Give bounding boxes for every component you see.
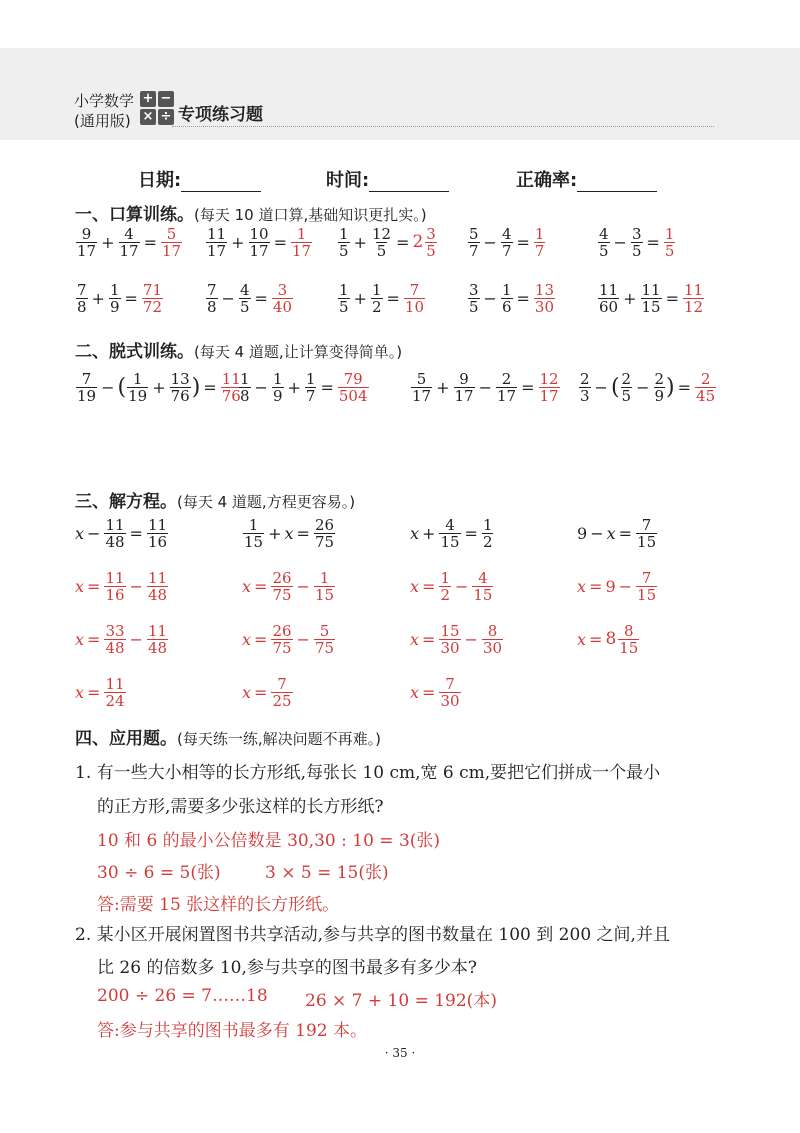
equation-1-result: x = $\frac{11}{24}$: [75, 674, 125, 710]
equation-1: x − $\frac{11}{48}$ = $\frac{11}{16}$: [75, 515, 168, 551]
equation-4-result: x = 8 $\frac{8}{15}$: [577, 621, 639, 657]
answer: $\frac{2}{45}$: [696, 369, 716, 405]
section-2-note: (每天 4 道题,让计算变得简单。): [194, 343, 403, 361]
date-blank[interactable]: [181, 173, 261, 192]
oral-problem: $\frac{5}{7}$ − $\frac{4}{7}$ = $\frac{1}{7}$: [469, 224, 545, 260]
header-title: 专项练习题: [178, 105, 263, 125]
equation-1-step-1: x = $\frac{11}{16}$ − $\frac{11}{48}$: [75, 568, 168, 604]
section-3-note: (每天 4 道题,方程更容易。): [177, 493, 356, 511]
section-1-note: (每天 10 道口算,基础知识更扎实。): [194, 206, 427, 224]
equation-2-step-1: x = $\frac{26}{75}$ − $\frac{1}{15}$: [242, 568, 335, 604]
problem-1-answer-2a: 30 ÷ 6 = 5(张): [97, 863, 221, 883]
date-label: 日期:: [138, 170, 182, 191]
equation-4-step-1: x = 9 − $\frac{7}{15}$: [577, 568, 657, 604]
equation-3-result: x = $\frac{7}{30}$: [410, 674, 460, 710]
problem-1-line-1: 1. 有一些大小相等的长方形纸,每张长 10 cm,宽 6 cm,要把它们拼成一个最小: [75, 763, 661, 783]
oral-problem: $\frac{11}{17}$ + $\frac{10}{17}$ = $\frac{1}{17}$: [207, 224, 312, 260]
page-number: · 35 ·: [384, 1046, 416, 1060]
oral-problem: $\frac{7}{8}$ − $\frac{4}{5}$ = $\frac{3}{40}$: [207, 280, 292, 316]
problem-2-line-2: 比 26 的倍数多 10,参与共享的图书最多有多少本?: [97, 958, 477, 978]
oral-problem: $\frac{11}{60}$ + $\frac{11}{15}$ = $\frac{11}{12}$: [599, 280, 704, 316]
accuracy-field[interactable]: [516, 166, 657, 192]
operator-logo: [140, 91, 174, 125]
answer: $\frac{79}{504}$: [338, 369, 368, 405]
problem-2-line-1: 2. 某小区开展闲置图书共享活动,参与共享的图书数量在 100 到 200 之间,并且: [75, 925, 670, 945]
time-label: 时间:: [326, 170, 370, 191]
equation-3-step-2: x = $\frac{15}{30}$ − $\frac{8}{30}$: [410, 621, 503, 657]
stepwise-problem-1: $\frac{7}{19}$ − ( $\frac{1}{19}$ + $\frac{13}{76}$ ) = $\frac{11}{76}$: [77, 369, 241, 405]
equation-4: 9 − x = $\frac{7}{15}$: [577, 515, 657, 551]
oral-problem: $\frac{9}{17}$ + $\frac{4}{17}$ = $\frac{5}{17}$: [77, 224, 182, 260]
accuracy-blank[interactable]: [577, 173, 657, 192]
problem-1-conclusion: 答:需要 15 张这样的长方形纸。: [97, 895, 340, 915]
problem-1-answer-1: 10 和 6 的最小公倍数是 30,30 : 10 = 3(张): [97, 831, 441, 851]
equation-2: $\frac{1}{15}$ + x = $\frac{26}{75}$: [244, 515, 335, 551]
stepwise-problem-2: $\frac{1}{8}$ − $\frac{1}{9}$ + $\frac{1}{7}$ = $\frac{79}{504}$: [240, 369, 368, 405]
section-4-note: (每天练一练,解决问题不再难。): [177, 730, 381, 748]
plus-icon: +: [140, 91, 156, 107]
equation-3: x + $\frac{4}{15}$ = $\frac{1}{2}$: [410, 515, 493, 551]
equation-2-result: x = $\frac{7}{25}$: [242, 674, 292, 710]
answer: $\frac{12}{17}$: [539, 369, 559, 405]
book-edition: (通用版): [74, 112, 131, 130]
answer: $\frac{11}{76}$: [221, 369, 241, 405]
equation-3-step-1: x = $\frac{1}{2}$ − $\frac{4}{15}$: [410, 568, 493, 604]
accuracy-label: 正确率:: [516, 170, 578, 191]
stepwise-problem-3: $\frac{5}{17}$ + $\frac{9}{17}$ − $\frac{2}{17}$ = $\frac{12}{17}$: [412, 369, 559, 405]
time-field[interactable]: [326, 166, 449, 192]
section-1-title: 一、口算训练。(每天 10 道口算,基础知识更扎实。): [75, 205, 427, 225]
section-2-title: 二、脱式训练。(每天 4 道题,让计算变得简单。): [75, 342, 403, 362]
problem-2-answer-1b: 26 × 7 + 10 = 192(本): [305, 991, 497, 1011]
oral-problem: $\frac{1}{5}$ + $\frac{12}{5}$ = 2 $\frac{3}{5}$: [339, 224, 436, 260]
minus-icon: −: [158, 91, 174, 107]
problem-2-conclusion: 答:参与共享的图书最多有 192 本。: [97, 1021, 367, 1041]
header-divider: [172, 126, 714, 127]
oral-problem: $\frac{4}{5}$ − $\frac{3}{5}$ = $\frac{1}{5}$: [599, 224, 675, 260]
problem-1-answer-2b: 3 × 5 = 15(张): [265, 863, 389, 883]
section-4-title: 四、应用题。(每天练一练,解决问题不再难。): [75, 729, 381, 749]
section-3-title: 三、解方程。(每天 4 道题,方程更容易。): [75, 492, 356, 512]
oral-problem: $\frac{7}{8}$ + $\frac{1}{9}$ = $\frac{71}{72}$: [77, 280, 162, 316]
oral-problem: $\frac{3}{5}$ − $\frac{1}{6}$ = $\frac{13}{30}$: [469, 280, 554, 316]
times-icon: ×: [140, 109, 156, 125]
answer-whole: 2: [412, 232, 424, 252]
oral-problem: $\frac{1}{5}$ + $\frac{1}{2}$ = $\frac{7}{10}$: [339, 280, 424, 316]
stepwise-problem-4: $\frac{2}{3}$ − ( $\frac{2}{5}$ − $\frac{2}{9}$ ) = $\frac{2}{45}$: [580, 369, 716, 405]
time-blank[interactable]: [369, 173, 449, 192]
date-field[interactable]: [138, 166, 261, 192]
equation-1-step-2: x = $\frac{33}{48}$ − $\frac{11}{48}$: [75, 621, 168, 657]
problem-2-answer-1a: 200 ÷ 26 = 7……18: [97, 986, 268, 1006]
divide-icon: ÷: [158, 109, 174, 125]
book-series: 小学数学: [74, 92, 135, 110]
problem-1-line-2: 的正方形,需要多少张这样的长方形纸?: [97, 797, 384, 817]
equation-2-step-2: x = $\frac{26}{75}$ − $\frac{5}{75}$: [242, 621, 335, 657]
